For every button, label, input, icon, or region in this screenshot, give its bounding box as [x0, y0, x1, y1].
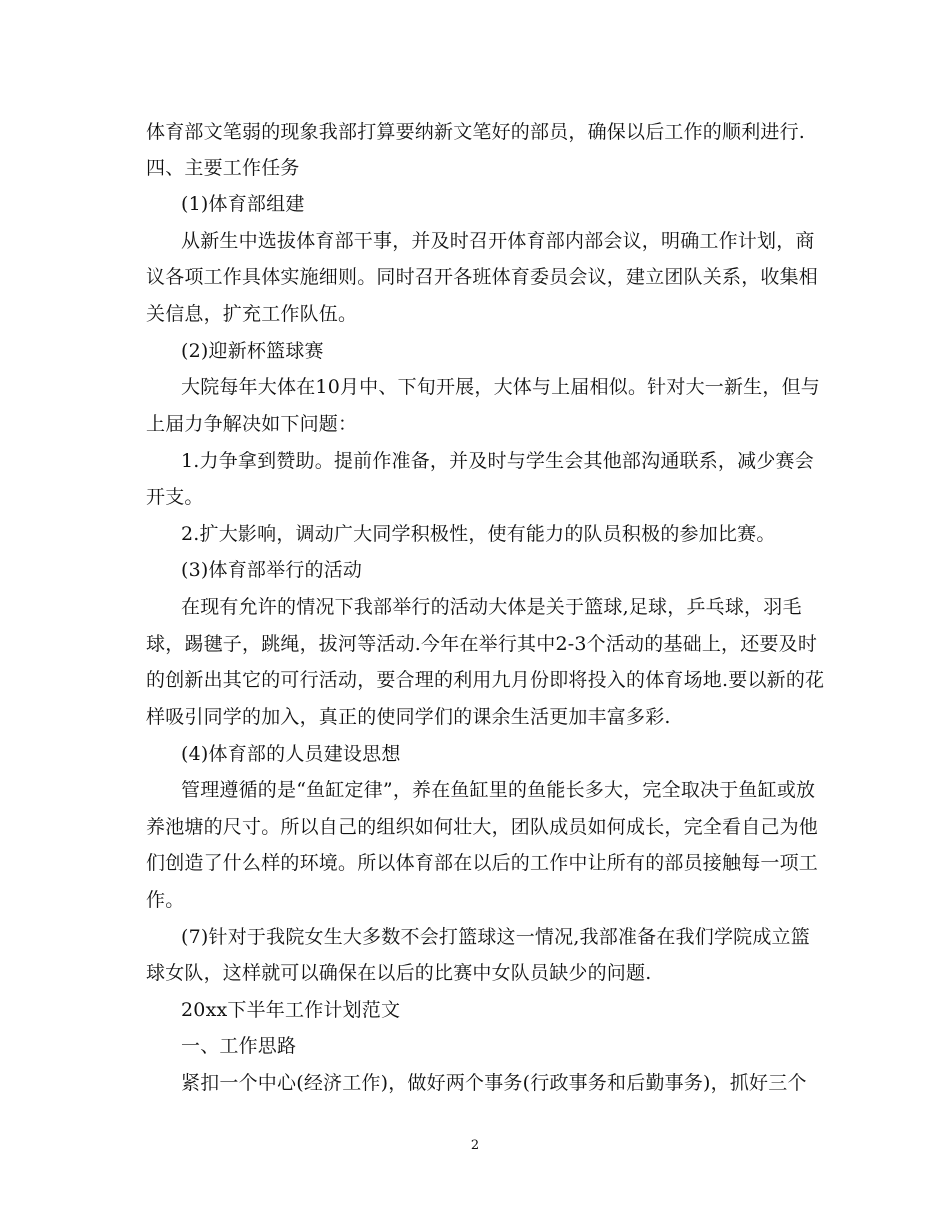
paragraph-line: (7)针对于我院女生大多数不会打篮球这一情况,我部准备在我们学院成立篮: [181, 926, 810, 948]
subsection-heading: (4)体育部的人员建设思想: [181, 743, 401, 765]
paragraph-line: 议各项工作具体实施细则。同时召开各班体育委员会议，建立团队关系，收集相: [146, 266, 819, 288]
paragraph-line: 的创新出其它的可行活动，要合理的利用九月份即将投入的体育场地.要以新的花: [146, 669, 825, 691]
paragraph-line: 上届力争解决如下问题：: [146, 413, 358, 435]
section-heading: 一、工作思路: [181, 1035, 297, 1057]
paragraph-line: 从新生中选拔体育部干事，并及时召开体育部内部会议，明确工作计划，商: [181, 230, 815, 252]
list-item: 2.扩大影响，调动广大同学积极性，使有能力的队员积极的参加比赛。: [181, 523, 776, 545]
list-item: 1.力争拿到赞助。提前作准备，并及时与学生会其他部沟通联系，减少赛会: [181, 450, 814, 472]
paragraph-line: 管理遵循的是“鱼缸定律”，养在鱼缸里的鱼能长多大，完全取决于鱼缸或放: [181, 779, 816, 801]
paragraph-line: 们创造了什么样的环境。所以体育部在以后的工作中让所有的部员接触每一项工: [146, 852, 819, 874]
subsection-heading: (2)迎新杯篮球赛: [181, 340, 324, 362]
paragraph-line: 开支。: [146, 486, 204, 508]
paragraph-line: 大院每年大体在10月中、下旬开展，大体与上届相似。针对大一新生，但与: [181, 376, 820, 398]
paragraph-line: 球，踢毽子，跳绳，拔河等活动.今年在举行其中2-3个活动的基础上，还要及时: [146, 633, 818, 655]
subsection-heading: (3)体育部举行的活动: [181, 559, 363, 581]
paragraph-line: 球女队，这样就可以确保在以后的比赛中女队员缺少的问题.: [146, 962, 652, 984]
paragraph-line: 紧扣一个中心(经济工作)，做好两个事务(行政事务和后勤事务)，抓好三个: [181, 1072, 807, 1094]
document-subtitle: 20xx下半年工作计划范文: [181, 999, 401, 1021]
paragraph-line: 关信息，扩充工作队伍。: [146, 303, 358, 325]
section-heading: 四、主要工作任务: [146, 157, 300, 179]
page-number: 2: [470, 1138, 480, 1153]
paragraph-line: 在现有允许的情况下我部举行的活动大体是关于篮球,足球，乒乓球，羽毛: [181, 596, 802, 618]
paragraph-line: 样吸引同学的加入，真正的使同学们的课余生活更加丰富多彩.: [146, 706, 671, 728]
paragraph-line: 养池塘的尺寸。所以自己的组织如何壮大，团队成员如何成长，完全看自己为他: [146, 816, 819, 838]
paragraph-line: 体育部文笔弱的现象我部打算要纳新文笔好的部员，确保以后工作的顺利进行.: [146, 121, 806, 143]
paragraph-line: 作。: [146, 889, 185, 911]
subsection-heading: (1)体育部组建: [181, 193, 305, 215]
